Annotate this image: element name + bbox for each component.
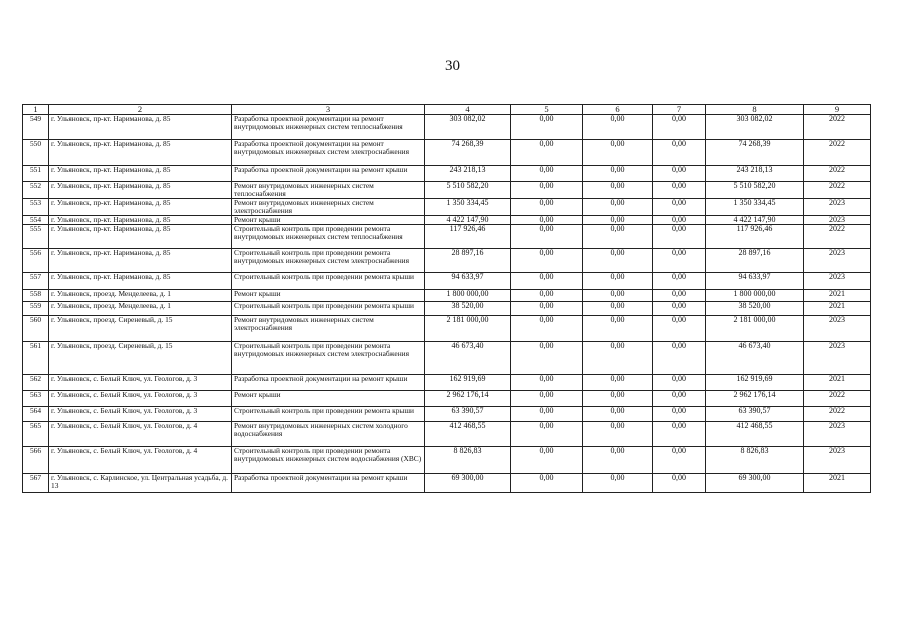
- budget-cell: 0,00: [583, 115, 653, 140]
- budget-cell: 0,00: [583, 216, 653, 225]
- row-number-cell: 558: [23, 290, 49, 302]
- table-row: [23, 199, 871, 216]
- year-cell: 2021: [804, 302, 871, 316]
- address-cell: г. Ульяновск, с. Белый Ключ, ул. Геологов, д. 3: [49, 407, 232, 422]
- fund-cell: 0,00: [511, 290, 583, 302]
- work-type-cell: Разработка проектной документации на ремонт крыши: [232, 474, 425, 493]
- owner-funds-cell: 0,00: [653, 407, 706, 422]
- budget-cell: 0,00: [583, 474, 653, 493]
- fund-cell: 0,00: [511, 474, 583, 493]
- work-type-cell: Ремонт внутридомовых инженерных систем холодного водоснабжения: [232, 422, 425, 447]
- year-cell: 2023: [804, 316, 871, 342]
- fund-regional-cell: 2 962 176,14: [706, 391, 804, 407]
- owner-funds-cell: 0,00: [653, 422, 706, 447]
- column-number-row: [23, 105, 871, 115]
- address-cell: г. Ульяновск, пр-кт. Нариманова, д. 85: [49, 249, 232, 273]
- fund-cell: 0,00: [511, 166, 583, 182]
- year-cell: 2023: [804, 342, 871, 375]
- year-cell: 2022: [804, 182, 871, 199]
- row-number-cell: 549: [23, 115, 49, 140]
- column-header: 4: [425, 105, 511, 115]
- work-type-cell: Ремонт крыши: [232, 391, 425, 407]
- column-header: 6: [583, 105, 653, 115]
- owner-funds-cell: 0,00: [653, 199, 706, 216]
- table-row: [23, 115, 871, 140]
- row-number-cell: 550: [23, 140, 49, 166]
- row-number-cell: 567: [23, 474, 49, 493]
- row-number-cell: 557: [23, 273, 49, 290]
- year-cell: 2022: [804, 166, 871, 182]
- fund-regional-cell: 243 218,13: [706, 166, 804, 182]
- work-type-cell: Строительный контроль при проведении ремонта внутридомовых инженерных систем электроснабжения: [232, 342, 425, 375]
- total-cost-cell: 46 673,40: [425, 342, 511, 375]
- year-cell: 2022: [804, 407, 871, 422]
- fund-regional-cell: 74 268,39: [706, 140, 804, 166]
- work-type-cell: Строительный контроль при проведении ремонта крыши: [232, 273, 425, 290]
- address-cell: г. Ульяновск, пр-кт. Нариманова, д. 85: [49, 140, 232, 166]
- total-cost-cell: 243 218,13: [425, 166, 511, 182]
- row-number-cell: 554: [23, 216, 49, 225]
- work-type-cell: Разработка проектной документации на ремонт внутридомовых инженерных систем электроснабжения: [232, 140, 425, 166]
- row-number-cell: 552: [23, 182, 49, 199]
- table-row: [23, 391, 871, 407]
- address-cell: г. Ульяновск, проезд. Сиреневый, д. 15: [49, 316, 232, 342]
- fund-cell: 0,00: [511, 375, 583, 391]
- total-cost-cell: 117 926,46: [425, 225, 511, 249]
- table-row: [23, 225, 871, 249]
- fund-cell: 0,00: [511, 273, 583, 290]
- budget-cell: 0,00: [583, 140, 653, 166]
- column-header: 3: [232, 105, 425, 115]
- row-number-cell: 564: [23, 407, 49, 422]
- table-row: [23, 290, 871, 302]
- fund-cell: 0,00: [511, 447, 583, 474]
- row-number-cell: 561: [23, 342, 49, 375]
- year-cell: 2021: [804, 474, 871, 493]
- total-cost-cell: 8 826,83: [425, 447, 511, 474]
- address-cell: г. Ульяновск, пр-кт. Нариманова, д. 85: [49, 225, 232, 249]
- fund-regional-cell: 63 390,57: [706, 407, 804, 422]
- total-cost-cell: 412 468,55: [425, 422, 511, 447]
- total-cost-cell: 74 268,39: [425, 140, 511, 166]
- table-row: [23, 140, 871, 166]
- total-cost-cell: 2 962 176,14: [425, 391, 511, 407]
- row-number-cell: 559: [23, 302, 49, 316]
- total-cost-cell: 28 897,16: [425, 249, 511, 273]
- row-number-cell: 562: [23, 375, 49, 391]
- owner-funds-cell: 0,00: [653, 115, 706, 140]
- budget-cell: 0,00: [583, 375, 653, 391]
- fund-cell: 0,00: [511, 422, 583, 447]
- address-cell: г. Ульяновск, пр-кт. Нариманова, д. 85: [49, 199, 232, 216]
- year-cell: 2022: [804, 140, 871, 166]
- fund-cell: 0,00: [511, 140, 583, 166]
- work-type-cell: Ремонт внутридомовых инженерных систем теплоснабжения: [232, 182, 425, 199]
- total-cost-cell: 5 510 582,20: [425, 182, 511, 199]
- total-cost-cell: 1 350 334,45: [425, 199, 511, 216]
- total-cost-cell: 2 181 000,00: [425, 316, 511, 342]
- fund-cell: 0,00: [511, 115, 583, 140]
- owner-funds-cell: 0,00: [653, 375, 706, 391]
- budget-cell: 0,00: [583, 447, 653, 474]
- owner-funds-cell: 0,00: [653, 290, 706, 302]
- address-cell: г. Ульяновск, проезд. Менделеева, д. 1: [49, 290, 232, 302]
- fund-regional-cell: 162 919,69: [706, 375, 804, 391]
- owner-funds-cell: 0,00: [653, 249, 706, 273]
- work-type-cell: Строительный контроль при проведении ремонта внутридомовых инженерных систем теплоснабжения: [232, 225, 425, 249]
- year-cell: 2023: [804, 273, 871, 290]
- address-cell: г. Ульяновск, пр-кт. Нариманова, д. 85: [49, 166, 232, 182]
- work-type-cell: Ремонт внутридомовых инженерных систем электроснабжения: [232, 316, 425, 342]
- year-cell: 2023: [804, 422, 871, 447]
- owner-funds-cell: 0,00: [653, 302, 706, 316]
- budget-cell: 0,00: [583, 407, 653, 422]
- row-number-cell: 560: [23, 316, 49, 342]
- column-header: 7: [653, 105, 706, 115]
- row-number-cell: 566: [23, 447, 49, 474]
- fund-cell: 0,00: [511, 182, 583, 199]
- column-header: 5: [511, 105, 583, 115]
- total-cost-cell: 94 633,97: [425, 273, 511, 290]
- work-type-cell: Ремонт крыши: [232, 216, 425, 225]
- fund-cell: 0,00: [511, 199, 583, 216]
- table-row: [23, 342, 871, 375]
- column-header: 8: [706, 105, 804, 115]
- work-type-cell: Ремонт крыши: [232, 290, 425, 302]
- year-cell: 2023: [804, 199, 871, 216]
- year-cell: 2023: [804, 216, 871, 225]
- address-cell: г. Ульяновск, с. Карлинское, ул. Центральная усадьба, д. 13: [49, 474, 232, 493]
- year-cell: 2021: [804, 375, 871, 391]
- fund-cell: 0,00: [511, 216, 583, 225]
- total-cost-cell: 38 520,00: [425, 302, 511, 316]
- address-cell: г. Ульяновск, с. Белый Ключ, ул. Геологов, д. 3: [49, 375, 232, 391]
- address-cell: г. Ульяновск, с. Белый Ключ, ул. Геологов, д. 4: [49, 447, 232, 474]
- budget-cell: 0,00: [583, 249, 653, 273]
- fund-cell: 0,00: [511, 391, 583, 407]
- row-number-cell: 553: [23, 199, 49, 216]
- fund-regional-cell: 69 300,00: [706, 474, 804, 493]
- fund-regional-cell: 1 800 000,00: [706, 290, 804, 302]
- owner-funds-cell: 0,00: [653, 273, 706, 290]
- address-cell: г. Ульяновск, пр-кт. Нариманова, д. 85: [49, 115, 232, 140]
- address-cell: г. Ульяновск, проезд. Сиреневый, д. 15: [49, 342, 232, 375]
- owner-funds-cell: 0,00: [653, 391, 706, 407]
- fund-regional-cell: 117 926,46: [706, 225, 804, 249]
- budget-cell: 0,00: [583, 316, 653, 342]
- column-header: 2: [49, 105, 232, 115]
- fund-cell: 0,00: [511, 316, 583, 342]
- year-cell: 2022: [804, 225, 871, 249]
- work-type-cell: Ремонт внутридомовых инженерных систем электроснабжения: [232, 199, 425, 216]
- year-cell: 2021: [804, 290, 871, 302]
- row-number-cell: 555: [23, 225, 49, 249]
- owner-funds-cell: 0,00: [653, 225, 706, 249]
- address-cell: г. Ульяновск, пр-кт. Нариманова, д. 85: [49, 182, 232, 199]
- fund-regional-cell: 8 826,83: [706, 447, 804, 474]
- total-cost-cell: 4 422 147,90: [425, 216, 511, 225]
- owner-funds-cell: 0,00: [653, 182, 706, 199]
- page-number: 30: [445, 58, 460, 74]
- fund-regional-cell: 412 468,55: [706, 422, 804, 447]
- budget-cell: 0,00: [583, 273, 653, 290]
- budget-cell: 0,00: [583, 422, 653, 447]
- row-number-cell: 565: [23, 422, 49, 447]
- work-type-cell: Разработка проектной документации на ремонт крыши: [232, 166, 425, 182]
- fund-cell: 0,00: [511, 342, 583, 375]
- budget-cell: 0,00: [583, 182, 653, 199]
- budget-cell: 0,00: [583, 166, 653, 182]
- total-cost-cell: 63 390,57: [425, 407, 511, 422]
- budget-cell: 0,00: [583, 290, 653, 302]
- year-cell: 2022: [804, 391, 871, 407]
- work-type-cell: Разработка проектной документации на ремонт крыши: [232, 375, 425, 391]
- fund-regional-cell: 4 422 147,90: [706, 216, 804, 225]
- owner-funds-cell: 0,00: [653, 316, 706, 342]
- owner-funds-cell: 0,00: [653, 216, 706, 225]
- fund-cell: 0,00: [511, 407, 583, 422]
- owner-funds-cell: 0,00: [653, 166, 706, 182]
- work-type-cell: Строительный контроль при проведении ремонта крыши: [232, 407, 425, 422]
- owner-funds-cell: 0,00: [653, 474, 706, 493]
- table-row: [23, 182, 871, 199]
- fund-regional-cell: 1 350 334,45: [706, 199, 804, 216]
- table-row: [23, 407, 871, 422]
- address-cell: г. Ульяновск, проезд. Менделеева, д. 1: [49, 302, 232, 316]
- table-row: [23, 375, 871, 391]
- total-cost-cell: 1 800 000,00: [425, 290, 511, 302]
- address-cell: г. Ульяновск, с. Белый Ключ, ул. Геологов, д. 4: [49, 422, 232, 447]
- fund-regional-cell: 46 673,40: [706, 342, 804, 375]
- table-row: [23, 273, 871, 290]
- owner-funds-cell: 0,00: [653, 447, 706, 474]
- owner-funds-cell: 0,00: [653, 342, 706, 375]
- total-cost-cell: 303 082,02: [425, 115, 511, 140]
- row-number-cell: 556: [23, 249, 49, 273]
- work-type-cell: Строительный контроль при проведении ремонта внутридомовых инженерных систем электроснабжения: [232, 249, 425, 273]
- fund-regional-cell: 28 897,16: [706, 249, 804, 273]
- year-cell: 2023: [804, 249, 871, 273]
- table-row: [23, 216, 871, 225]
- year-cell: 2022: [804, 115, 871, 140]
- fund-regional-cell: 94 633,97: [706, 273, 804, 290]
- total-cost-cell: 162 919,69: [425, 375, 511, 391]
- row-number-cell: 551: [23, 166, 49, 182]
- table-row: [23, 249, 871, 273]
- total-cost-cell: 69 300,00: [425, 474, 511, 493]
- fund-regional-cell: 2 181 000,00: [706, 316, 804, 342]
- column-header: 1: [23, 105, 49, 115]
- address-cell: г. Ульяновск, с. Белый Ключ, ул. Геологов, д. 3: [49, 391, 232, 407]
- address-cell: г. Ульяновск, пр-кт. Нариманова, д. 85: [49, 216, 232, 225]
- fund-cell: 0,00: [511, 302, 583, 316]
- capital-repair-table: [22, 104, 871, 493]
- row-number-cell: 563: [23, 391, 49, 407]
- table-row: [23, 316, 871, 342]
- fund-cell: 0,00: [511, 225, 583, 249]
- table-row: [23, 166, 871, 182]
- table-row: [23, 302, 871, 316]
- fund-regional-cell: 5 510 582,20: [706, 182, 804, 199]
- fund-regional-cell: 303 082,02: [706, 115, 804, 140]
- work-type-cell: Строительный контроль при проведении ремонта внутридомовых инженерных систем водоснабжения (ХВС): [232, 447, 425, 474]
- budget-cell: 0,00: [583, 302, 653, 316]
- fund-cell: 0,00: [511, 249, 583, 273]
- table-row: [23, 422, 871, 447]
- budget-cell: 0,00: [583, 225, 653, 249]
- owner-funds-cell: 0,00: [653, 140, 706, 166]
- budget-cell: 0,00: [583, 391, 653, 407]
- work-type-cell: Разработка проектной документации на ремонт внутридомовых инженерных систем теплоснабжения: [232, 115, 425, 140]
- budget-cell: 0,00: [583, 199, 653, 216]
- work-type-cell: Строительный контроль при проведении ремонта крыши: [232, 302, 425, 316]
- table-row: [23, 447, 871, 474]
- table-row: [23, 474, 871, 493]
- budget-cell: 0,00: [583, 342, 653, 375]
- year-cell: 2023: [804, 447, 871, 474]
- address-cell: г. Ульяновск, пр-кт. Нариманова, д. 85: [49, 273, 232, 290]
- fund-regional-cell: 38 520,00: [706, 302, 804, 316]
- column-header: 9: [804, 105, 871, 115]
